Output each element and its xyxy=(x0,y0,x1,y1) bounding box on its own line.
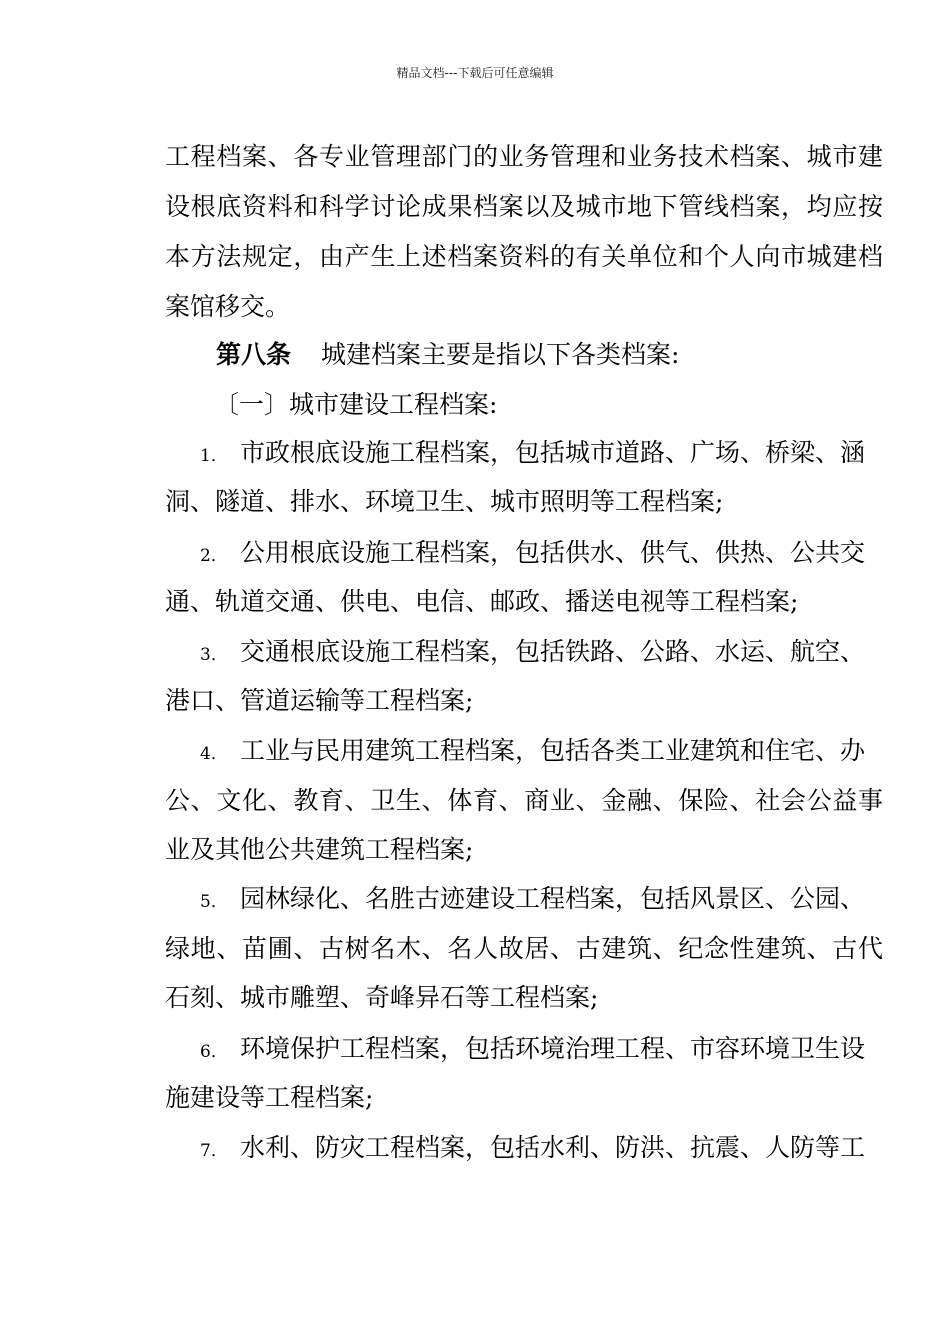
list-item xyxy=(200,736,865,769)
article-heading xyxy=(216,340,679,370)
item-text: 公用根底设施工程档案，包括供水、供气、供热、公共交 xyxy=(240,538,866,567)
item-number: 4． xyxy=(200,744,228,764)
article-text: 城建档案主要是指以下各类档案: xyxy=(321,340,680,369)
section-heading: 〔一〕城市建设工程档案: xyxy=(214,390,498,419)
paragraph-line: 绿地、苗圃、古树名木、名人故居、古建筑、纪念性建筑、古代 xyxy=(165,934,883,963)
item-text: 园林绿化、名胜古迹建设工程档案，包括风景区、公园、 xyxy=(240,884,866,913)
list-item xyxy=(200,538,865,571)
paragraph-line: 设根底资料和科学讨论成果档案以及城市地下管线档案，均应按 xyxy=(165,192,883,221)
paragraph-line: 港口、管道运输等工程档案; xyxy=(165,686,474,715)
list-item xyxy=(200,637,865,670)
paragraph-line: 案馆移交。 xyxy=(165,292,291,321)
item-number: 6． xyxy=(200,1042,228,1062)
paragraph-line: 洞、隧道、排水、环境卫生、城市照明等工程档案; xyxy=(165,487,724,516)
paragraph-line: 施建设等工程档案; xyxy=(165,1083,374,1112)
item-text: 交通根底设施工程档案，包括铁路、公路、水运、航空、 xyxy=(240,637,866,666)
item-text: 水利、防灾工程档案，包括水利、防洪、抗震、人防等工 xyxy=(240,1133,866,1162)
paragraph-line: 公、文化、教育、卫生、体育、商业、金融、保险、社会公益事 xyxy=(165,786,883,815)
item-number: 7． xyxy=(200,1141,228,1161)
paragraph-line: 本方法规定，由产生上述档案资料的有关单位和个人向市城建档 xyxy=(165,242,883,271)
item-number: 5． xyxy=(200,892,228,912)
list-item xyxy=(200,1034,865,1067)
item-number: 2． xyxy=(200,546,228,566)
item-text: 市政根底设施工程档案，包括城市道路、广场、桥梁、涵 xyxy=(240,438,866,467)
paragraph-line: 石刻、城市雕塑、奇峰异石等工程档案; xyxy=(165,983,599,1012)
article-label: 第八条 xyxy=(216,340,292,369)
item-text: 工业与民用建筑工程档案，包括各类工业建筑和住宅、办 xyxy=(240,736,866,765)
list-item xyxy=(200,438,883,471)
paragraph-line: 工程档案、各专业管理部门的业务管理和业务技术档案、城市建 xyxy=(165,142,883,171)
list-item xyxy=(200,884,865,917)
list-item xyxy=(200,1133,865,1166)
item-number: 3． xyxy=(200,645,228,665)
item-number: 1． xyxy=(200,446,228,466)
paragraph-line: 业及其他公共建筑工程档案; xyxy=(165,835,474,864)
page-header: 精品文档---下载后可任意编辑 xyxy=(396,66,554,80)
paragraph-line: 通、轨道交通、供电、电信、邮政、播送电视等工程档案; xyxy=(165,587,799,616)
item-text: 环境保护工程档案，包括环境治理工程、市容环境卫生设 xyxy=(240,1034,866,1063)
